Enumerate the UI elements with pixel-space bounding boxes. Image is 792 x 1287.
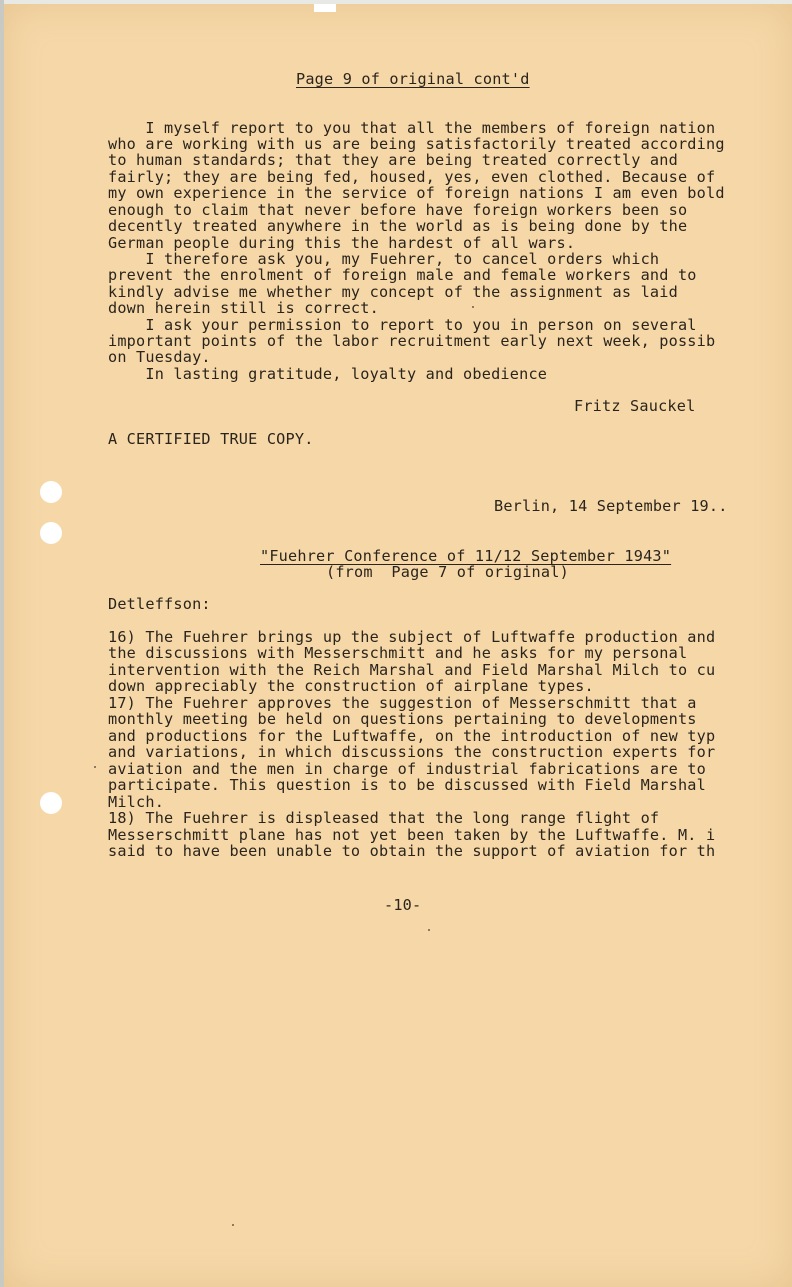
body-line: 16) The Fuehrer brings up the subject of Luftwaffe production and [108, 628, 716, 646]
letter-line: German people during this the hardest of all wars. [108, 234, 576, 252]
conference-title: "Fuehrer Conference of 11/12 September 1943" [260, 547, 672, 565]
letter-line: enough to claim that never before have foreign workers been so [108, 201, 688, 219]
letter-line: I ask your permission to report to you in person on several [108, 316, 697, 334]
body-line: said to have been unable to obtain the support of aviation for th [108, 842, 716, 860]
letter-line: to human standards; that they are being treated correctly and [108, 151, 678, 169]
letter-line: prevent the enrolment of foreign male and female workers and to [108, 266, 697, 284]
body-line: and variations, in which discussions the construction experts for [108, 743, 716, 761]
letter-line: important points of the labor recruitment early next week, possib [108, 332, 716, 350]
paper-tab [314, 4, 336, 12]
letter-line: on Tuesday. [108, 348, 211, 366]
dateline: Berlin, 14 September 19.. [494, 497, 728, 515]
punch-hole [40, 481, 62, 503]
body-line: 17) The Fuehrer approves the suggestion of Messerschmitt that a [108, 694, 697, 712]
letter-line: down herein still is correct. [108, 299, 379, 317]
body-line: aviation and the men in charge of industrial fabrications are to [108, 760, 706, 778]
body-line: monthly meeting be held on questions pertaining to developments [108, 710, 697, 728]
paper-speck [232, 1224, 234, 1226]
body-line: the discussions with Messerschmitt and he asks for my personal [108, 644, 688, 662]
letter-line: my own experience in the service of foreign nations I am even bold [108, 184, 725, 202]
page-header: Page 9 of original cont'd [296, 70, 530, 88]
letter-line: decently treated anywhere in the world as is being done by the [108, 217, 688, 235]
paper-speck [472, 306, 474, 308]
letter-line: kindly advise me whether my concept of the assignment as laid [108, 283, 678, 301]
page-number: -10- [384, 896, 422, 914]
certified-statement: A CERTIFIED TRUE COPY. [108, 430, 314, 448]
letter-line: fairly; they are being fed, housed, yes, even clothed. Because of [108, 168, 716, 186]
body-line: intervention with the Reich Marshal and Field Marshal Milch to cu [108, 661, 716, 679]
body-line: and productions for the Luftwaffe, on the introduction of new typ [108, 727, 716, 745]
document-page [4, 4, 792, 1287]
body-line: 18) The Fuehrer is displeased that the long range flight of [108, 809, 660, 827]
letter-line: I myself report to you that all the members of foreign nation [108, 119, 716, 137]
body-line: participate. This question is to be discussed with Field Marshal [108, 776, 706, 794]
body-line: Milch. [108, 793, 165, 811]
paper-speck [428, 929, 430, 931]
letter-line: who are working with us are being satisfactorily treated according [108, 135, 725, 153]
body-line: Messerschmitt plane has not yet been taken by the Luftwaffe. M. i [108, 826, 716, 844]
speaker-label: Detleffson: [108, 595, 211, 613]
letter-line: I therefore ask you, my Fuehrer, to cancel orders which [108, 250, 660, 268]
letter-line: In lasting gratitude, loyalty and obedience [108, 365, 548, 383]
conference-subtitle: (from Page 7 of original) [326, 563, 569, 581]
paper-speck [94, 766, 96, 768]
signature: Fritz Sauckel [574, 397, 696, 415]
punch-hole [40, 792, 62, 814]
body-line: down appreciably the construction of airplane types. [108, 677, 594, 695]
punch-hole [40, 522, 62, 544]
